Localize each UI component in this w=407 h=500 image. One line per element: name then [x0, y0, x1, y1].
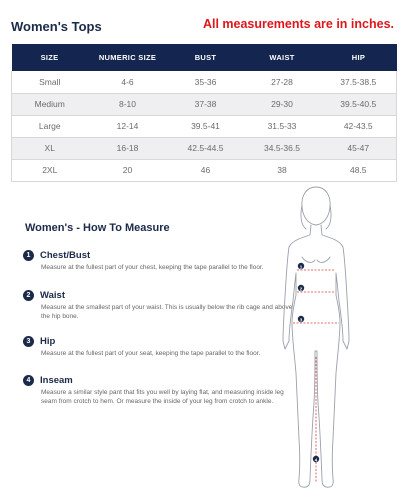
figure-body-outline — [283, 225, 349, 487]
column-header-bust: BUST — [168, 44, 244, 71]
cell-size: Medium — [12, 93, 88, 115]
marker-inseam — [313, 456, 319, 463]
step-number-badge: 1 — [23, 250, 34, 261]
measure-step-chest — [23, 250, 295, 272]
marker-hip — [298, 316, 304, 323]
cell-bust: 42.5-44.5 — [168, 137, 244, 159]
measure-step-inseam — [23, 375, 295, 406]
step-description: Measure a similar style pant that fits you well by laying flat, and measuring inside leg seam from crotch to hem. Or measure the inside of your leg from crotch to ankle. — [41, 389, 284, 405]
step-number-badge: 4 — [23, 375, 34, 386]
measure-step-waist — [23, 290, 295, 321]
cell-size: Large — [12, 115, 88, 137]
table-row — [12, 115, 397, 137]
cell-hip: 48.5 — [321, 159, 397, 181]
step-number-badge: 3 — [23, 336, 34, 347]
cell-hip: 37.5-38.5 — [321, 71, 397, 93]
cell-hip: 42-43.5 — [321, 115, 397, 137]
marker-waist — [298, 285, 304, 292]
step-description: Measure at the smallest part of your waist. This is usually below the rib cage and above the hip bone. — [41, 304, 293, 320]
size-chart-table — [11, 44, 397, 182]
step-title: Chest/Bust — [40, 250, 91, 261]
cell-bust: 35-36 — [168, 71, 244, 93]
marker-bust — [298, 263, 304, 270]
marker-label: 1 — [299, 264, 303, 270]
measurement-note: All measurements are in inches. — [202, 17, 394, 31]
cell-hip: 39.5-40.5 — [321, 93, 397, 115]
table-row — [12, 137, 397, 159]
cell-size: Small — [12, 71, 88, 93]
column-header-size: SIZE — [12, 44, 88, 71]
step-description: Measure at the fullest part of your chest, keeping the tape parallel to the floor. — [41, 264, 264, 271]
step-title: Hip — [40, 336, 56, 347]
cell-size: XL — [12, 137, 88, 159]
column-header-hip: HIP — [321, 44, 397, 71]
cell-waist: 38 — [244, 159, 321, 181]
cell-waist: 31.5-33 — [244, 115, 321, 137]
column-header-numeric-size: NUMERIC SIZE — [88, 44, 168, 71]
figure-chest-outline — [302, 257, 330, 262]
column-header-waist: WAIST — [244, 44, 321, 71]
figure-head-outline — [302, 187, 330, 225]
cell-numeric-size: 20 — [88, 159, 168, 181]
cell-size: 2XL — [12, 159, 88, 181]
body-figure-illustration — [268, 183, 364, 495]
table-row — [12, 93, 397, 115]
how-to-measure-title: Women's - How To Measure — [25, 222, 170, 234]
cell-numeric-size: 16-18 — [88, 137, 168, 159]
cell-bust: 39.5-41 — [168, 115, 244, 137]
table-header-row — [12, 44, 397, 71]
measure-step-hip — [23, 336, 295, 358]
cell-bust: 37-38 — [168, 93, 244, 115]
cell-waist: 34.5-36.5 — [244, 137, 321, 159]
step-number-badge: 2 — [23, 290, 34, 301]
step-description: Measure at the fullest part of your seat, keeping the tape parallel to the floor. — [41, 350, 261, 357]
cell-bust: 46 — [168, 159, 244, 181]
cell-numeric-size: 4-6 — [88, 71, 168, 93]
table-row — [12, 71, 397, 93]
cell-numeric-size: 12-14 — [88, 115, 168, 137]
cell-waist: 27-28 — [244, 71, 321, 93]
step-title: Waist — [40, 290, 65, 301]
cell-waist: 29-30 — [244, 93, 321, 115]
marker-label: 3 — [299, 317, 303, 323]
cell-numeric-size: 8-10 — [88, 93, 168, 115]
step-title: Inseam — [40, 375, 73, 386]
page-title: Women's Tops — [11, 19, 102, 34]
marker-label: 2 — [299, 286, 303, 292]
table-row — [12, 159, 397, 181]
cell-hip: 45-47 — [321, 137, 397, 159]
marker-label: 4 — [314, 457, 318, 463]
